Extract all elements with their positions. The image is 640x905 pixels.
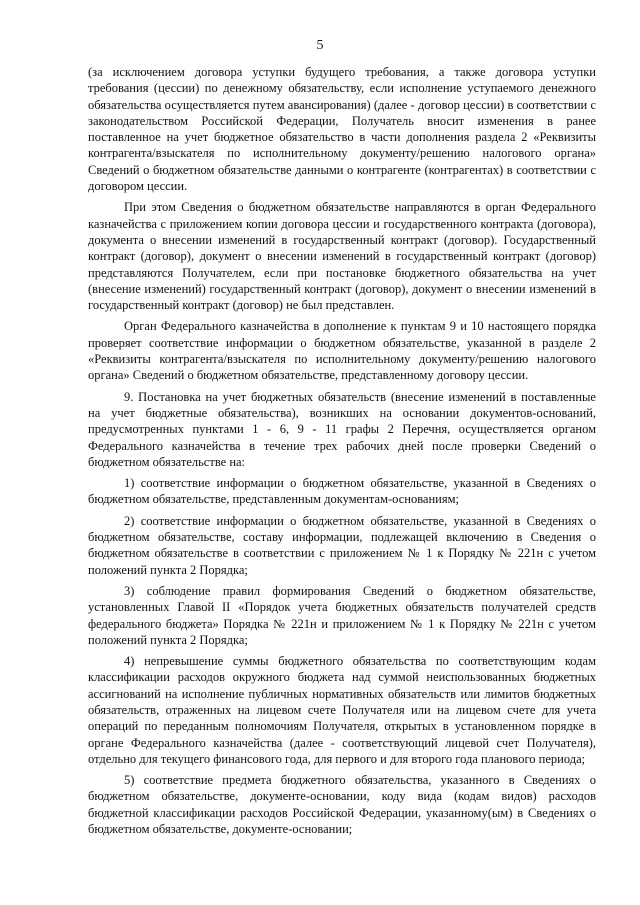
paragraph-continuation: (за исключением договора уступки будущего требования, а также договора уступки требования (цессии) по денежному обязательству, если исполнение уступаемого денежного обязательства осуществляется путем авансирования) (далее - договор цессии) в соответствии с законодательством Российской Федерации, Получатель вносит изменения в ранее поставленное на учет бюджетное обязательство в части дополнения раздела 2 «Реквизиты контрагента/взыскателя по исполнительному документу/решению налогового органа» Сведений о бюджетном обязательстве данными о контрагенте (контрагентах) в соответствии с договором цессии. [88, 65, 596, 194]
paragraph-subitem-3: 3) соблюдение правил формирования Сведений о бюджетном обязательстве, установленных Главой II «Порядок учета бюджетных обязательств получателей средств федерального бюджета» Порядка № 221н и приложением № 1 к Порядку № 221н с учетом положений пункта 2 Порядка; [88, 583, 596, 647]
paragraph-subitem-1: 1) соответствие информации о бюджетном обязательстве, указанной в Сведениях о бюджетном обязательстве, представленным документам-основаниям; [88, 476, 596, 507]
paragraph-subitem-5: 5) соответствие предмета бюджетного обязательства, указанного в Сведениях о бюджетном обязательстве, документе-основании, коду вида (кодам видов) расходов бюджетной классификации расходов Российской Федерации, указанному(ым) в Сведениях о бюджетном обязательстве, документе-основании; [88, 773, 596, 837]
paragraph-subitem-2: 2) соответствие информации о бюджетном обязательстве, указанной в Сведениях о бюджетном обязательстве, составу информации, подлежащей включению в Сведения о бюджетном обязательстве в соответствии с приложением № 1 к Порядку № 221н с учетом положений пункта 2 Порядка; [88, 513, 596, 577]
paragraph-subitem-4: 4) непревышение суммы бюджетного обязательства по соответствующим кодам классификации расходов окружного бюджета над суммой неиспользованных бюджетных ассигнований на исполнение публичных нормативных обязательств или лимитов бюджетных обязательств, отраженных на лицевом счете Получателя или на лицевом счете для учета операций по переданным полномочиям Получателя, открытых в установленном порядке в органе Федерального казначейства (далее - соответствующий лицевой счет Получателя), отдельно для текущего финансового года, для первого и для второго года планового периода; [88, 654, 596, 766]
paragraph-item-9: 9. Постановка на учет бюджетных обязательств (внесение изменений в поставленные на учет бюджетные обязательства), возникших на основании документов-оснований, предусмотренных пунктами 1 - 6, 9 - 11 графы 2 Перечня, осуществляется органом Федерального казначейства в течение трех рабочих дней после проверки Сведений о бюджетном обязательстве на: [88, 389, 596, 469]
page-number: 5 [316, 38, 324, 53]
paragraph-cession-documents: При этом Сведения о бюджетном обязательстве направляются в орган Федерального казначейства с приложением копии договора цессии и государственного контракта (договора), документа о внесении изменений в государственный контракт (договор). Государственный контракт (договор), документ о внесении изменений в государственный контракт (договор) представляются Получателем, если при постановке бюджетного обязательства на учет (внесение изменений) государственный контракт (договор), документ о внесении изменений в государственный контракт (договор) не был представлен. [88, 200, 596, 313]
document-body [88, 64, 596, 842]
paragraph-treasury-check: Орган Федерального казначейства в дополнение к пунктам 9 и 10 настоящего порядка проверяет соответствие информации о бюджетном обязательстве, указанной в разделе 2 «Реквизиты контрагента/взыскателя по исполнительному документу/решению налогового органа» Сведений о бюджетном обязательстве, представленному договору цессии. [88, 319, 596, 383]
